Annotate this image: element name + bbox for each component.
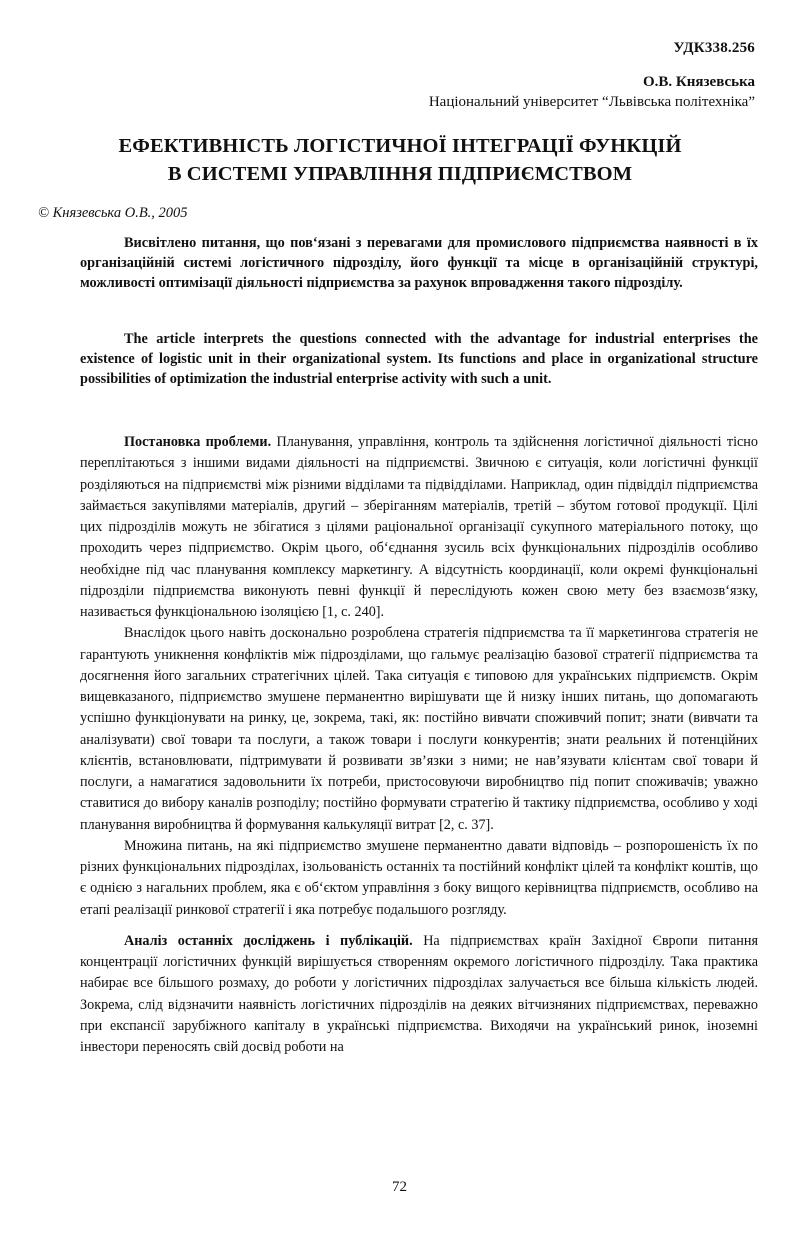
abstract-ukrainian: Висвітлено питання, що пов‘язані з перевагами для промислового підприємства наявності в їх організаційній системі логістичного підрозділу, його функції та місце в організаційній структурі, можливості оптимізації діяльності підприємства за рахунок впровадження такого підрозділу.: [80, 235, 758, 292]
udk-code: УДК338.256: [673, 40, 755, 56]
article-body: [80, 432, 758, 1058]
page-number: 72: [392, 1179, 407, 1195]
paragraph: Множина питань, на які підприємство змушене перманентно давати відповідь – розпорошеність їх по різних функціональних підрозділах, ізольованість останніх та постійний конфлікт цілей та конфлікт коштів, що є однією з нагальних проблем, яка є об‘єктом управління з боку вищого керівництва підприємств, особливо на етапі реалізації ринкової стратегії і яка потребує подальшого розгляду.: [80, 837, 758, 918]
paragraph-text: Планування, управління, контроль та здійснення логістичної діяльності тісно переплітаються з іншими видами діяльності на підприємстві. Звичною є ситуація, коли логістичні функції розділяються на підприємстві між різними відділами та підвідділами. Наприклад, один підвідділ підприємства займається закупівлями матеріалів, другий – зберіганням матеріалів, третій – збутом готової продукції. Цілі цих підрозділів можуть не збігатися з цілями раціональної організації сукупного матеріального потоку, що проходить через підприємство. Окрім цього, об‘єднання зусиль всіх функціональних підрозділів особливо необхідне під час планування комплексу маркетингу. А відсутність координації, коли окремі функціональні підрозділи підприємства виконують певні функції й переслідують кожен свою мету без взаємозв‘язку, називається функціональною ізоляцією [1, с. 240].: [80, 434, 758, 620]
author-name: О.В. Князевська: [642, 74, 755, 90]
section-heading-analysis: Аналіз останніх досліджень і публікацій.: [124, 932, 413, 949]
paragraph-text: На підприємствах країн Західної Європи питання концентрації логістичних функцій вирішується створенням окремого логістичного підрозділу. Така практика набирає все більшого розмаху, до роботи у логістичних підрозділах залучається все більша кількість людей. Зокрема, слід відзначити наявність логістичних підрозділів на деяких вітчизняних підприємствах, переважно при експансії зарубіжного капіталу в українські підприємства. Виходячи на український ринок, іноземні інвестори переносять свій досвід роботи на: [80, 932, 758, 1055]
paragraph: Внаслідок цього навіть досконально розроблена стратегія підприємства та її маркетингова стратегія не гарантують уникнення конфліктів між підрозділами, що гальмує реалізацію базової стратегії підприємства та досягнення його загальних стратегічних цілей. Така ситуація є типовою для українських підприємств. Окрім вищевказаного, підприємство змушене перманентно вирішувати ще й низку інших питань, що допомагають успішно функціонувати на ринку, це, зокрема, такі, як: постійно вивчати споживчий попит; знати (вивчати та аналізувати) свої товари та послуги, а також товари і послуги конкурентів; знати реальних й потенційних клієнтів, встановлювати, підтримувати й розвивати зв’язки з ними; не нав’язувати клієнтам свої товари й послуги, а намагатися задовольнити їх потреби, пристосовуючи виробництво під попит споживачів; уважно ставитися до вибору каналів розподілу; постійно формувати стратегію й тактику підприємства, особливо у ході планування виробництва й формування калькуляції витрат [2, с. 37].: [80, 625, 758, 833]
title-line-1: ЕФЕКТИВНІСТЬ ЛОГІСТИЧНОЇ ІНТЕГРАЦІЇ ФУНКЦІЙ: [118, 135, 682, 157]
author-affiliation: Національний університет “Львівська політехніка”: [428, 94, 755, 110]
section-heading-problem: Постановка проблеми.: [124, 434, 272, 450]
paragraph: [80, 432, 758, 623]
title-line-2: В СИСТЕМІ УПРАВЛІННЯ ПІДПРИЄМСТВОМ: [167, 163, 633, 185]
article-title: [60, 132, 740, 188]
abstract-english: The article interprets the questions connected with the advantage for industrial enterprises the existence of logistic unit in their organizational system. Its functions and place in organizational structure possibilities of optimization the industrial enterprise activity with such a unit.: [80, 331, 758, 388]
copyright-notice: © Князевська О.В., 2005: [38, 205, 188, 221]
paragraph: [80, 931, 758, 1059]
